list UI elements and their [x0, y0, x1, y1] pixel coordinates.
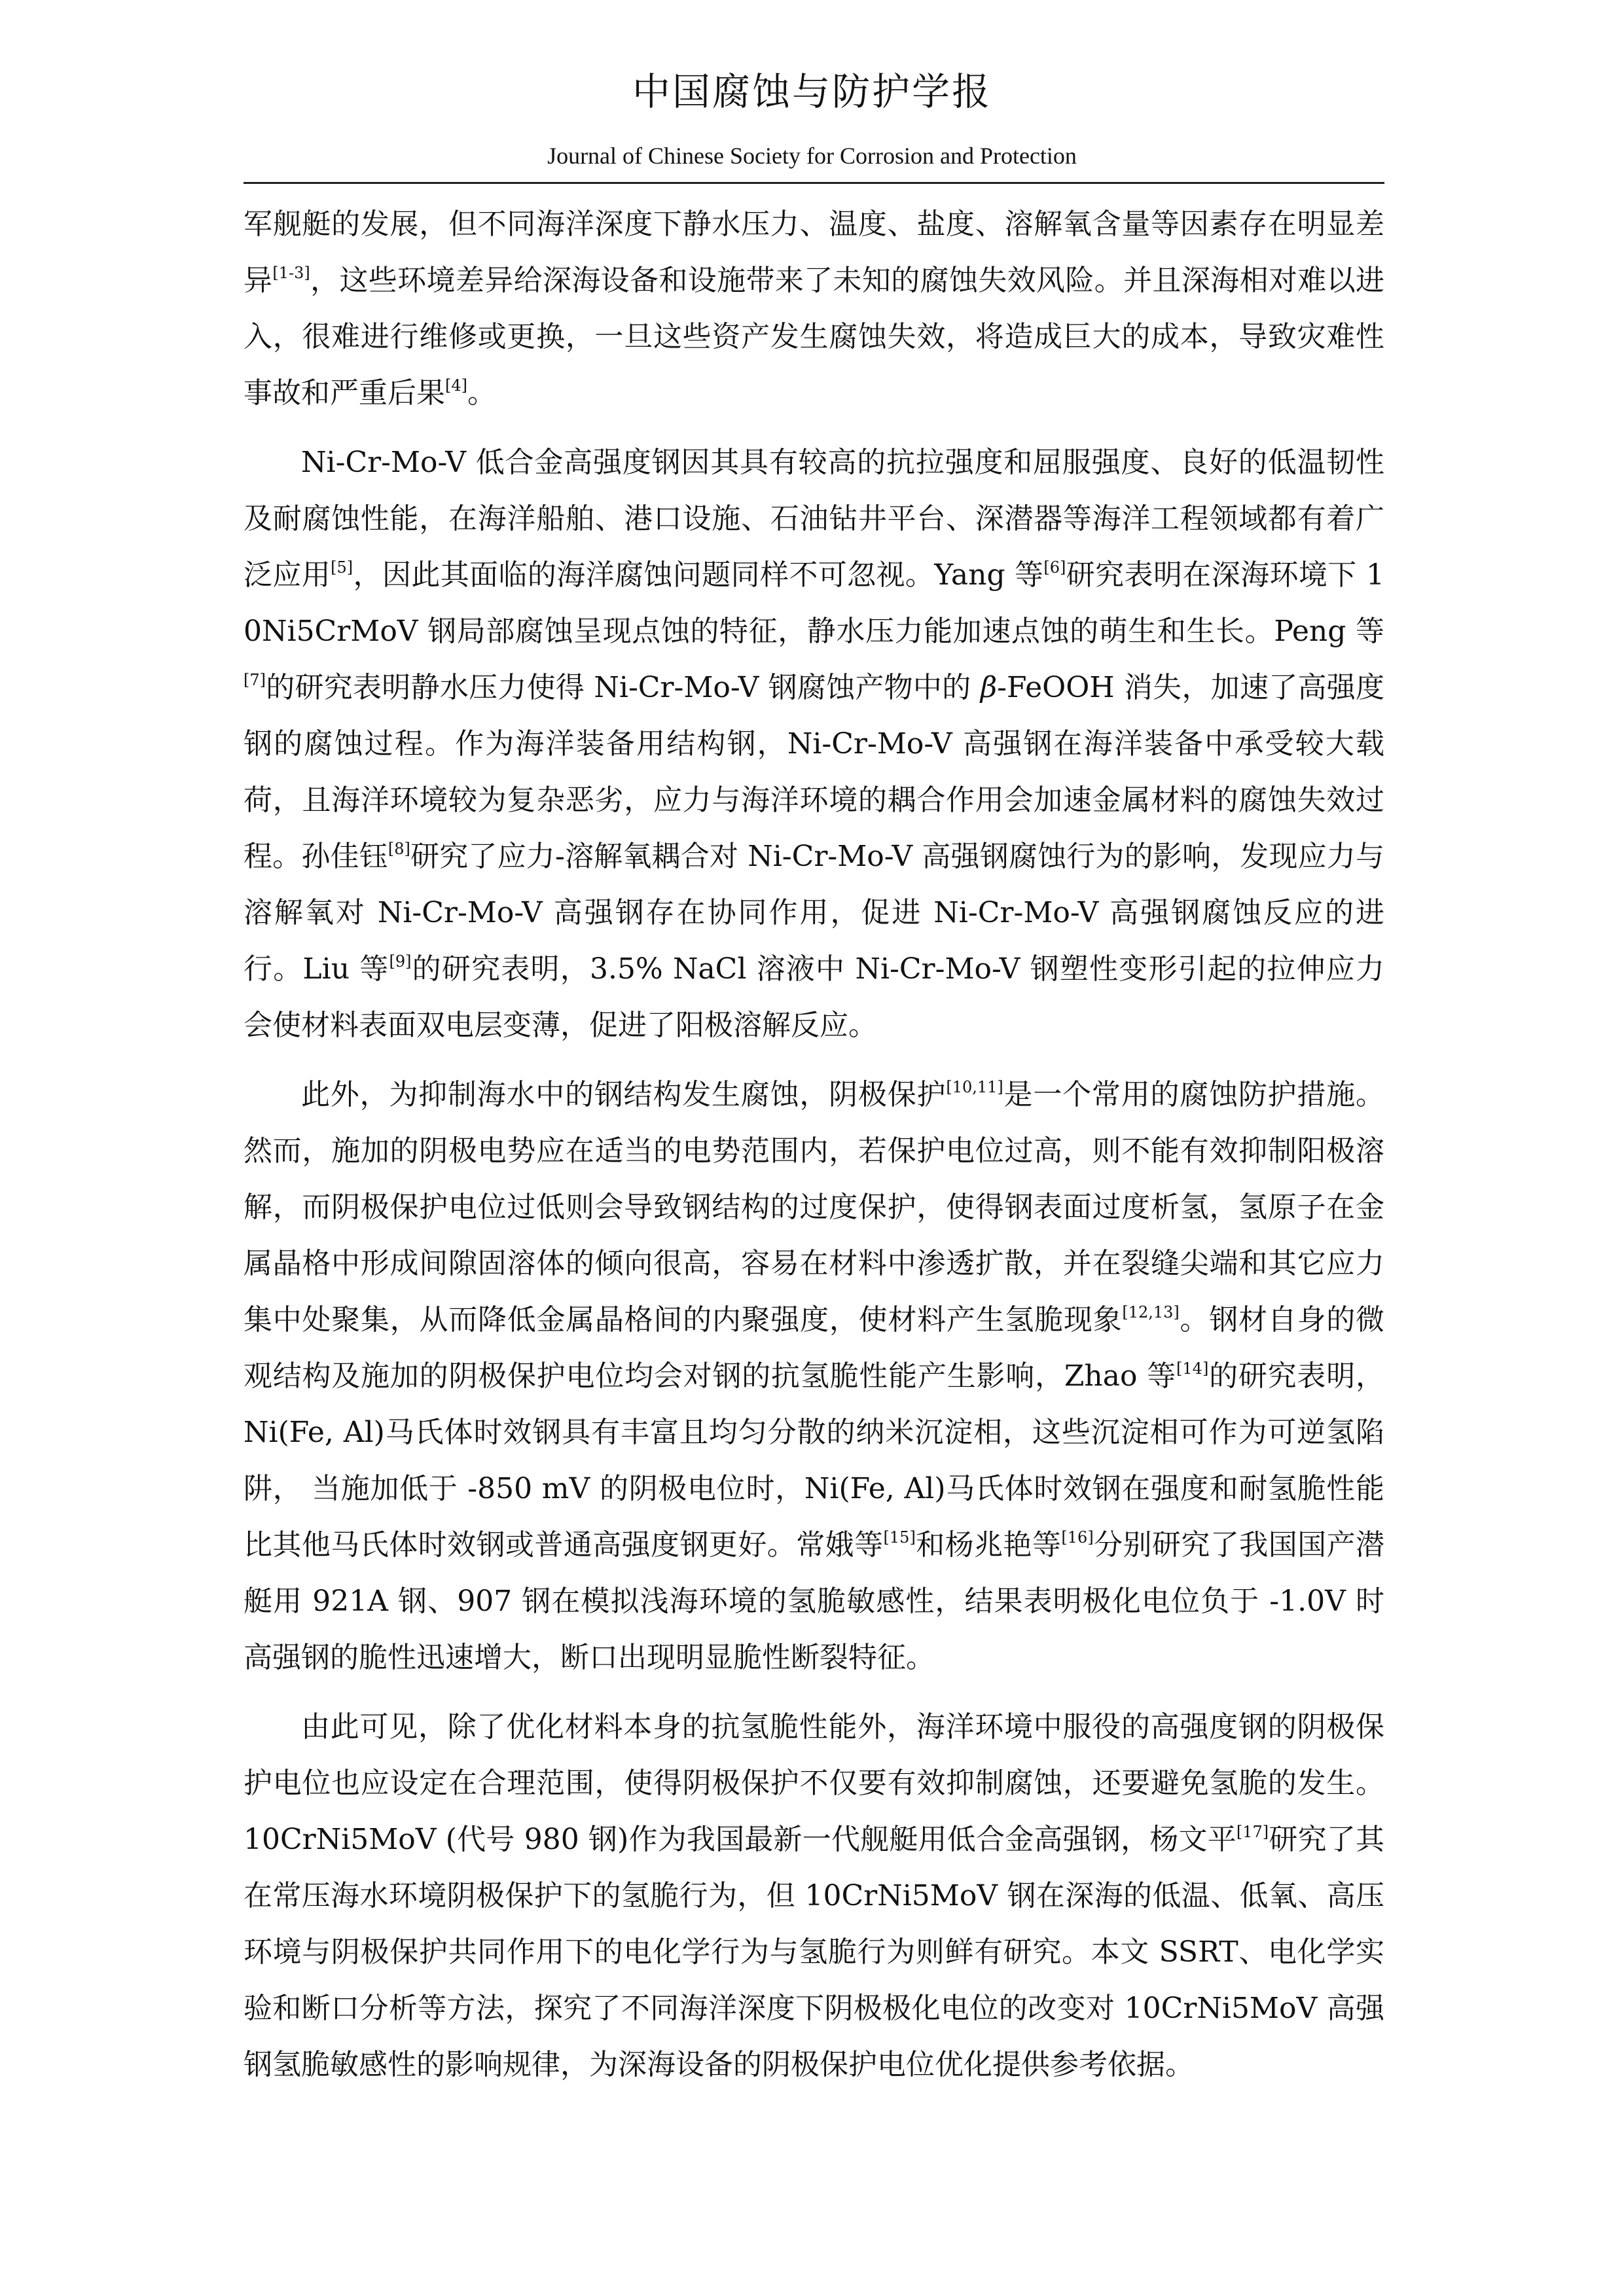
- text-run: 是一个常用的腐蚀防护措施。然而，施加的阴极电势应在适当的电势范围内，若保护电位过高，则不能有效抑制阳极溶解，而阴极保护电位过低则会导致钢结构的过度保护，使得钢表面过度析氢，氢原子在金属晶格中形成间隙固溶体的倾向很高，容易在材料中渗透扩散，并在裂缝尖端和其它应力集中处聚集，从而降低金属晶格间的内聚强度，使材料产生氢脆现象: [244, 1078, 1385, 1336]
- citation: [5]: [331, 558, 353, 577]
- citation: [14]: [1176, 1359, 1209, 1378]
- text-run: ，因此其面临的海洋腐蚀问题同样不可忽视。Yang 等: [353, 558, 1044, 592]
- text-run: 的研究表明静水压力使得 Ni-Cr-Mo-V 钢腐蚀产物中的: [266, 671, 981, 704]
- text-run: ，这些环境差异给深海设备和设施带来了未知的腐蚀失效风险。并且深海相对难以进入，很难进行维修或更换，一旦这些资产发生腐蚀失效，将造成巨大的成本，导致灾难性事故和严重后果: [244, 264, 1384, 410]
- text-run: 研究表明在深海环境下 10Ni5CrMoV 钢局部腐蚀呈现点蚀的特征，静水压力能加速点蚀的萌生和生长。Peng 等: [244, 558, 1385, 648]
- text-run: 和杨兆艳等: [915, 1528, 1062, 1562]
- paragraph-1: [244, 196, 1384, 422]
- text-run: -FeOOH 消失，加速了高强度钢的腐蚀过程。作为海洋装备用结构钢，Ni-Cr-Mo-V 高强钢在海洋装备中承受较大载荷，且海洋环境较为复杂恶劣，应力与海洋环境的耦合作用会加速金属材料的腐蚀失效过程。孙佳钰: [244, 671, 1385, 873]
- text-run: 军舰艇的发展，但不同海洋深度下静水压力、温度、盐度、溶解氧含量等因素存在明显差异: [244, 207, 1384, 297]
- greek-symbol-beta: β: [980, 671, 998, 704]
- paragraph-3: [244, 1067, 1384, 1686]
- page-header: [0, 0, 1624, 190]
- text-run: Ni-Cr-Mo-V 低合金高强度钢因其具有较高的抗拉强度和屈服强度、良好的低温韧性及耐腐蚀性能，在海洋船舶、港口设施、石油钻井平台、深潜器等海洋工程领域都有着广泛应用: [244, 446, 1384, 592]
- citation: [1-3]: [272, 264, 310, 282]
- citation: [4]: [445, 376, 467, 395]
- citation: [6]: [1043, 558, 1066, 577]
- text-run: 此外，为抑制海水中的钢结构发生腐蚀，阴极保护: [301, 1078, 947, 1111]
- citation: [9]: [389, 952, 412, 971]
- text-run: 。: [467, 376, 496, 410]
- text-run: 分别研究了我国国产潜艇用 921A 钢、907 钢在模拟浅海环境的氢脆敏感性，结果表明极化电位负于 -1.0V 时高强钢的脆性迅速增大，断口出现明显脆性断裂特征。: [244, 1528, 1385, 1674]
- header-divider: [244, 182, 1384, 184]
- body-text: [244, 196, 1384, 2093]
- paragraph-2: [244, 435, 1384, 1054]
- citation: [8]: [388, 840, 410, 858]
- journal-title-chinese: 中国腐蚀与防护学报: [632, 69, 992, 114]
- journal-title-english: Journal of Chinese Society for Corrosion and Protection: [547, 143, 1077, 169]
- text-run: 的研究表明，Ni(Fe, Al)马氏体时效钢具有丰富且均匀分散的纳米沉淀相，这些沉淀相可作为可逆氢陷阱， 当施加低于 -850 mV 的阴极电位时，Ni(Fe, Al)马氏体时效钢在强度和耐氢脆性能比其他马氏体时效钢或普通高强度钢更好。常娥等: [244, 1359, 1384, 1562]
- text-run: 。钢材自身的微观结构及施加的阴极保护电位均会对钢的抗氢脆性能产生影响，Zhao 等: [244, 1303, 1385, 1393]
- text-run: 的研究表明，3.5% NaCl 溶液中 Ni-Cr-Mo-V 钢塑性变形引起的拉伸应力会使材料表面双电层变薄，促进了阳极溶解反应。: [244, 952, 1384, 1042]
- citation: [7]: [244, 671, 266, 689]
- text-run: 研究了其在常压海水环境阴极保护下的氢脆行为，但 10CrNi5MoV 钢在深海的低温、低氧、高压环境与阴极保护共同作用下的电化学行为与氢脆行为则鲜有研究。本文 SSRT、电化学实验和断口分析等方法，探究了不同海洋深度下阴极极化电位的改变对 10CrNi5MoV 高强钢氢脆敏感性的影响规律，为深海设备的阴极保护电位优化提供参考依据。: [244, 1823, 1385, 2081]
- citation: [16]: [1061, 1528, 1094, 1547]
- citation: [10,11]: [946, 1078, 1003, 1096]
- citation: [12,13]: [1122, 1303, 1180, 1321]
- paragraph-4: [244, 1699, 1384, 2093]
- citation: [15]: [883, 1528, 916, 1547]
- text-run: 由此可见，除了优化材料本身的抗氢脆性能外，海洋环境中服役的高强度钢的阴极保护电位也应设定在合理范围，使得阴极保护不仅要有效抑制腐蚀，还要避免氢脆的发生。10CrNi5MoV (代号 980 钢)作为我国最新一代舰艇用低合金高强钢，杨文平: [244, 1710, 1384, 1856]
- citation: [17]: [1236, 1823, 1269, 1841]
- text-run: 研究了应力-溶解氧耦合对 Ni-Cr-Mo-V 高强钢腐蚀行为的影响，发现应力与溶解氧对 Ni-Cr-Mo-V 高强钢存在协同作用，促进 Ni-Cr-Mo-V 高强钢腐蚀反应的进行。Liu 等: [244, 840, 1385, 986]
